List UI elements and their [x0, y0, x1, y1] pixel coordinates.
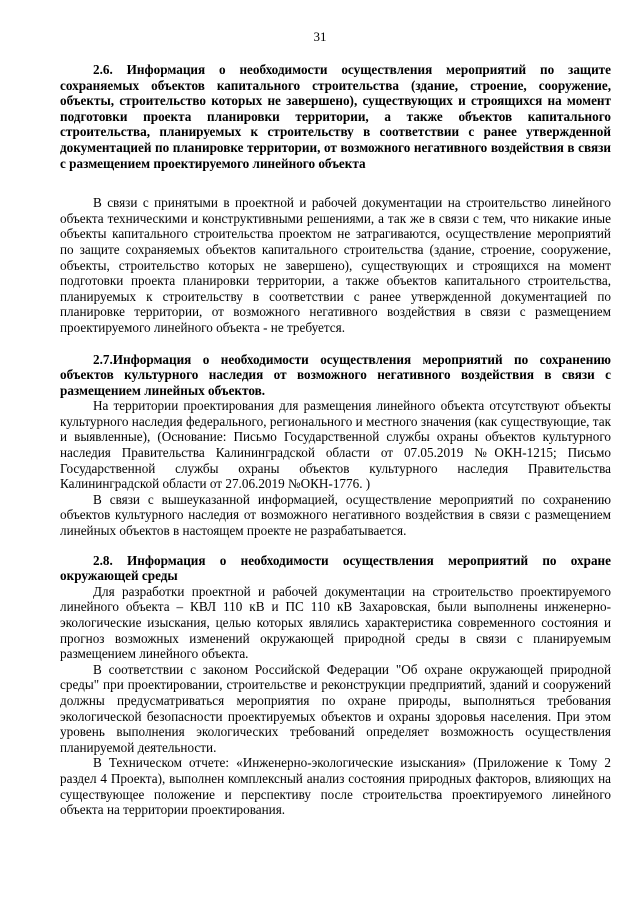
spacer — [60, 336, 611, 352]
section-2-6-heading: 2.6. Информация о необходимости осуществления мероприятий по защите сохраняемых объектов капитального строительства (здание, строение, сооружение, объекты, строительство которых не завершено), существующих и строящихся на момент подготовки проекта планировки территории, а также объектов капитального строительства, планируемых к строительству в соответствии с ранее утвержденной документацией по планировке территории, от возможного негативного воздействия в связи с размещением проектируемого линейного объекта — [60, 62, 611, 171]
section-2-8-heading: 2.8. Информация о необходимости осуществления мероприятий по охране окружающей среды — [60, 552, 611, 584]
section-2-6-paragraph: В связи с принятыми в проектной и рабочей документации на строительство линейного объекта техническими и конструктивными решениями, а так же в связи с тем, что никакие иные объекты капитального строительства проектом не затрагиваются, осуществление мероприятий по защите сохраняемых объектов капитального строительства (здание, строение, сооружение, объекты, строительство которых не завершено), существующих и строящихся на момент подготовки проекта планировки территории, а также объектов капитального строительства, планируемых к строительству в соответствии с ранее утвержденной документацией по планировке территории, от возможного негативного воздействия в связи с размещением проектируемого линейного объекта - не требуется. — [60, 195, 611, 335]
spacer — [60, 171, 611, 195]
section-2-7-paragraph: В связи с вышеуказанной информацией, осуществление мероприятий по сохранению объектов культурного наследия от возможного негативного воздействия в связи с размещением линейных объектов в настоящем проекте не разрабатывается. — [60, 491, 611, 539]
page-number: 31 — [313, 29, 327, 44]
document-body — [60, 62, 611, 818]
section-2-7-heading: 2.7.Информация о необходимости осуществления мероприятий по сохранению объектов культурного наследия от возможного негативного воздействия в связи с размещением линейных объектов. — [60, 351, 611, 398]
section-2-8-paragraph: Для разработки проектной и рабочей документации на строительство проектируемого линейного объекта – КВЛ 110 кВ и ПС 110 кВ Захаровская, были выполнены инженерно-экологические изыскания, целью которых являлись характеристика современного состояния и прогноз возможных изменений окружающей природной среды в связи с планируемым размещением линейного объекта. — [60, 583, 611, 662]
spacer — [60, 539, 611, 553]
section-2-7-paragraph: На территории проектирования для размещения линейного объекта отсутствуют объекты культурного наследия федерального, регионального и местного значения (как существующие, так и выявленные), (Основание: Письмо Государственной службы охраны объектов культурного наследия Правительства Калининградской области от 07.05.2019 №ОКН-1215; Письмо Государственной службы охраны объектов культурного наследия Правительства Калининградской области от 27.06.2019 №ОКН-1776. ) — [60, 398, 611, 492]
section-2-8-paragraph: В соответствии с законом Российской Федерации "Об охране окружающей природной среды" при проектировании, строительстве и реконструкции предприятий, зданий и сооружений должны предусматриваться мероприятия по охране природы, выполняться требования экологической безопасности проектируемых объектов и охраны здоровья населения. При этом уровень выполнения экологических требований определяет возможность осуществления планируемой деятельности. — [60, 661, 611, 755]
section-2-8-paragraph: В Техническом отчете: «Инженерно-экологические изыскания» (Приложение к Тому 2 раздел 4 Проекта), выполнен комплексный анализ состояния природных факторов, влияющих на существующее положение и перспективу после строительства проектируемого линейного объекта на территории проектирования. — [60, 755, 611, 818]
